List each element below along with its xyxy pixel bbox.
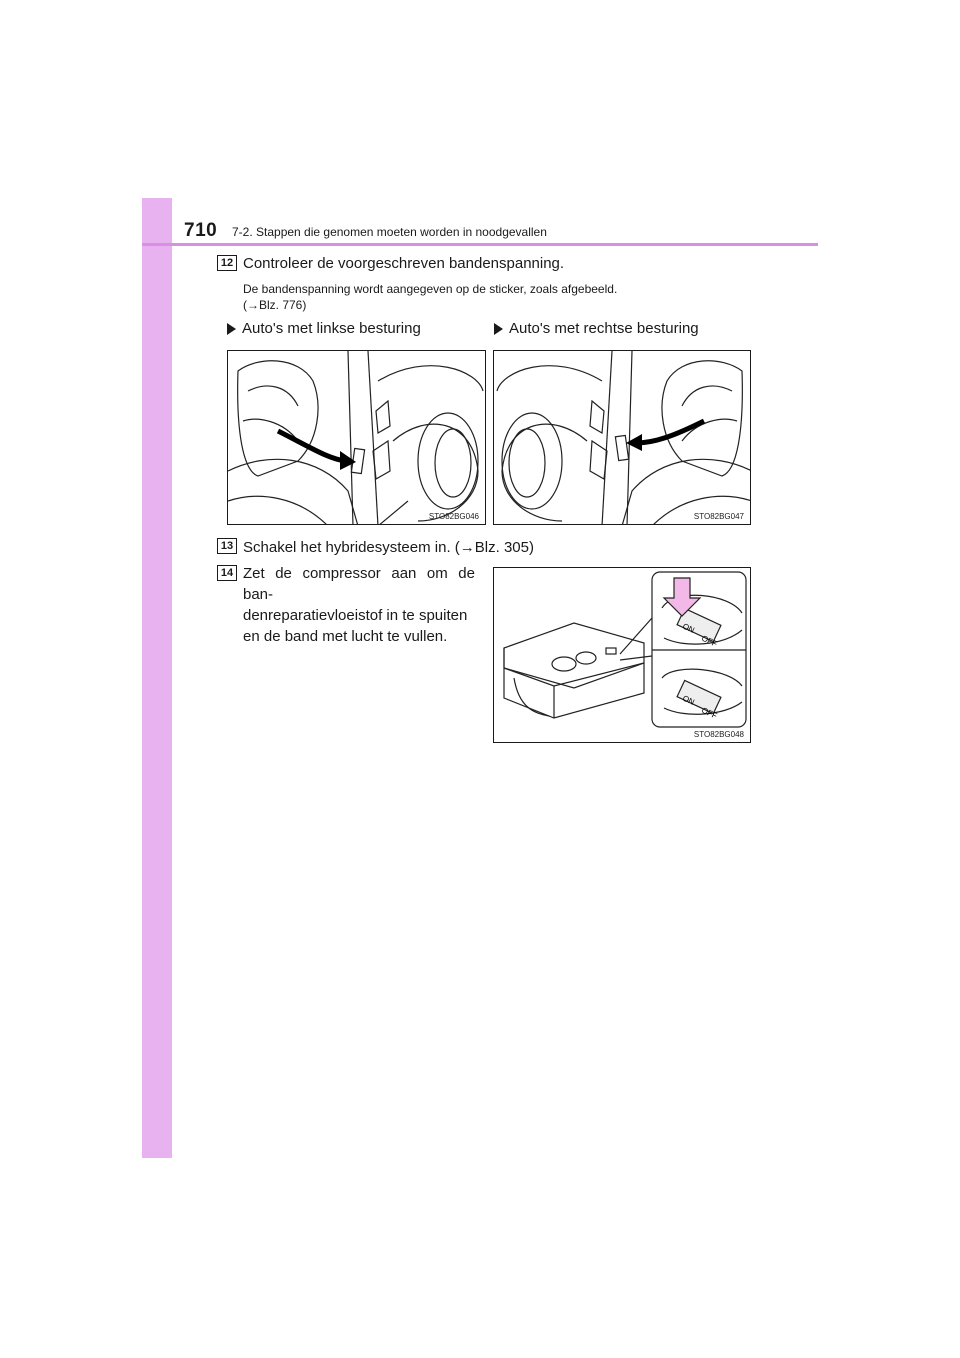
switch-off-label-top: OFF [700, 633, 719, 649]
variant-left-text: Auto's met linkse besturing [242, 320, 421, 337]
step-12-text: Controleer de voorgeschreven bandenspanning. [243, 255, 565, 272]
step-14-text [243, 563, 475, 647]
step-12-note-line1: De bandenspanning wordt aangegeven op de sticker, zoals afgebeeld. [243, 282, 618, 296]
step-14-line1: Zet de compressor aan om de ban- [243, 565, 475, 603]
header-rule [142, 243, 818, 246]
section-title: 7-2. Stappen die genomen moeten worden in noodgevallen [232, 225, 547, 239]
figure-code-2: STO82BG047 [693, 512, 744, 521]
triangle-bullet-icon [494, 323, 503, 335]
step-badge-13: 13 [217, 538, 237, 554]
switch-off-label-bottom: OFF [700, 705, 719, 721]
pointer-arrow-icon [278, 431, 346, 461]
step-14-line3: en de band met lucht te vullen. [243, 628, 448, 645]
step-badge-12: 12 [217, 255, 237, 271]
switch-on-label-top: ON [681, 621, 696, 635]
step-14-line2: denreparatievloeistof in te spuiten [243, 607, 468, 624]
step-badge-14: 14 [217, 565, 237, 581]
door-pillar-illustration-right [494, 351, 751, 525]
switch-on-label-bottom: ON [681, 693, 696, 707]
compressor-illustration [494, 568, 751, 743]
figure-right-hand-drive [493, 350, 751, 525]
variant-label-right [494, 320, 699, 337]
page-number: 710 [184, 220, 218, 241]
variant-right-text: Auto's met rechtse besturing [509, 320, 699, 337]
figure-code-3: STO82BG048 [693, 730, 744, 739]
pointer-arrow-icon [636, 421, 704, 443]
step-13-text: Schakel het hybridesysteem in. (→Blz. 305) [243, 539, 534, 556]
variant-label-left [227, 320, 421, 337]
triangle-bullet-icon [227, 323, 236, 335]
door-pillar-illustration-left [228, 351, 486, 525]
step-12-note-line2: (→Blz. 776) [243, 298, 307, 312]
figure-compressor-switch [493, 567, 751, 743]
chapter-sidebar-tab [142, 198, 172, 1158]
figure-code-1: STO82BG046 [428, 512, 479, 521]
figure-left-hand-drive [227, 350, 486, 525]
